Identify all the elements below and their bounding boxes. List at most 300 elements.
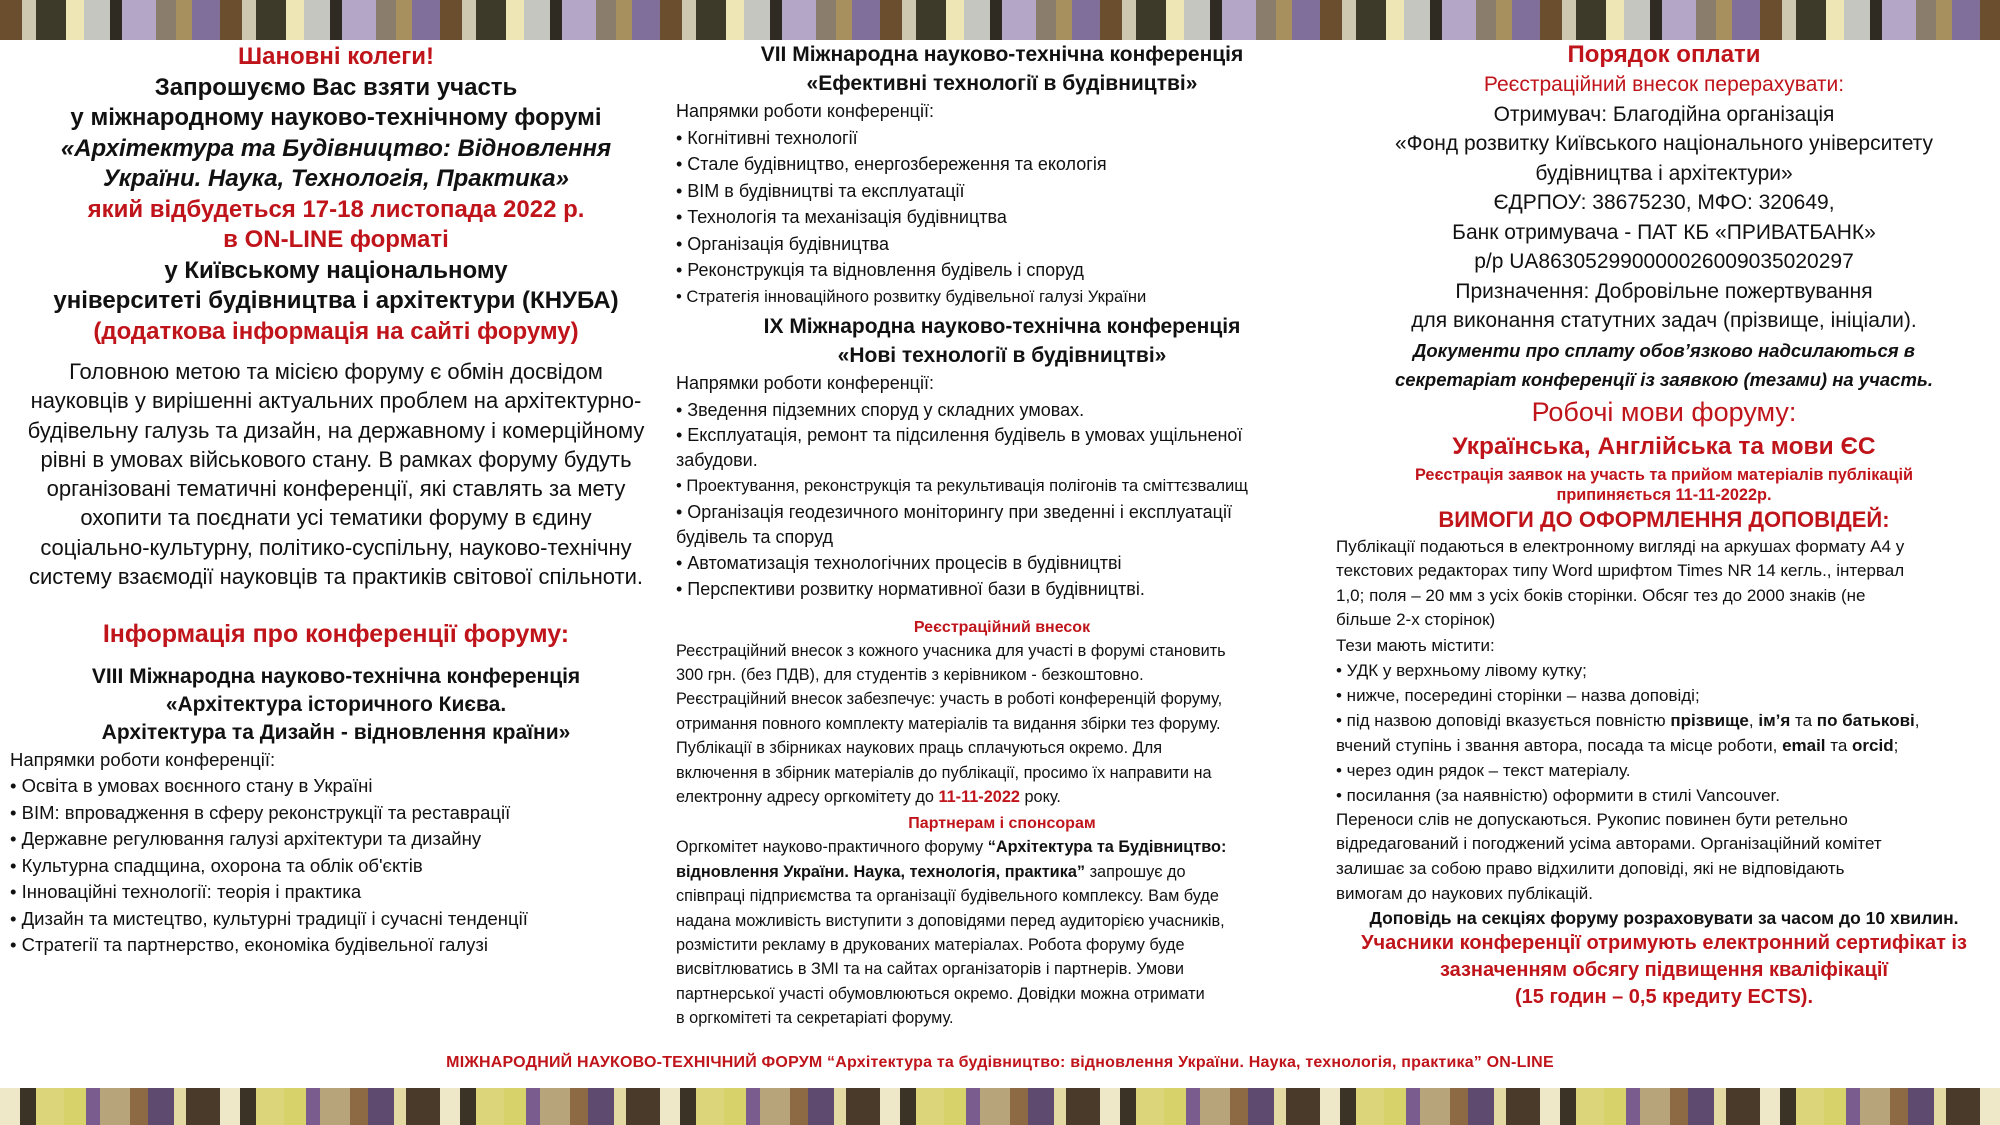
stripe <box>1430 0 1442 40</box>
payment-purpose-line-2: для виконання статутних задач (прізвище, ініціали). <box>1411 309 1917 332</box>
list-item: • через один рядок – текст матеріалу. <box>1336 760 1631 780</box>
stripe <box>440 1088 460 1125</box>
stripe <box>944 1088 966 1125</box>
stripe <box>846 1088 880 1125</box>
list-item: • Когнітивні технології <box>676 127 858 148</box>
stripe <box>880 0 902 40</box>
conf7-title-line-2: «Ефективні технології в будівництві» <box>806 72 1198 95</box>
text-line: Переноси слів не допускаються. Рукопис повинен бути ретельно <box>1336 809 1848 829</box>
text-line: партнерської участі обумовлюються окремо. Довідки можна отримати <box>676 984 1205 1003</box>
stripe <box>614 1088 626 1125</box>
stripe <box>1606 0 1624 40</box>
text-line: Реєстраційний внесок забезпечує: участь в роботі конференцій форуму, <box>676 690 1223 709</box>
stripe <box>588 1088 614 1125</box>
stripe <box>66 0 84 40</box>
stripe <box>186 1088 220 1125</box>
stripe <box>1714 1088 1726 1125</box>
stripe <box>1222 0 1256 40</box>
bottom-decorative-stripes <box>0 1088 2000 1125</box>
mission-line: науковців у вирішенні актуальних проблем на архітектурно- <box>30 388 642 414</box>
stripe <box>1952 0 1980 40</box>
list-item: • посилання (за наявністю) оформити в стилі Vancouver. <box>1336 785 1781 805</box>
stripe <box>808 1088 834 1125</box>
text-fragment: , <box>1748 710 1759 730</box>
stripe <box>1120 1088 1136 1125</box>
text-fragment: вчений ступінь і звання автора, посада та місце роботи, <box>1336 735 1783 755</box>
stripe <box>396 0 412 40</box>
stripe <box>174 1088 186 1125</box>
stripe <box>1340 1088 1356 1125</box>
site-note: (додаткова інформація на сайті форуму) <box>93 317 579 345</box>
stripe <box>616 0 632 40</box>
text-line: розмістити рекламу в друкованих матеріалах. Робота форуму буде <box>676 935 1185 954</box>
list-item: • Стале будівництво, енергозбереження та екологія <box>676 154 1107 174</box>
stripe <box>1780 1088 1796 1125</box>
mission-paragraph <box>10 357 662 591</box>
stripe <box>562 0 596 40</box>
rules-paragraph <box>1336 808 1992 906</box>
text-line: надана можливість виступити з доповідями перед аудиторією учасників, <box>676 911 1225 930</box>
stripe <box>0 0 22 40</box>
stripe <box>1576 1088 1604 1125</box>
stripe <box>852 0 880 40</box>
stripe <box>286 0 304 40</box>
partners-paragraph <box>676 835 1328 1030</box>
talk-duration: Доповідь на секціях форуму розраховувати за часом до 10 хвилин. <box>1369 908 1959 929</box>
stripe <box>1890 1088 1908 1125</box>
stripe <box>22 0 36 40</box>
stripe <box>1796 1088 1824 1125</box>
text-fragment: ; <box>1893 735 1899 755</box>
list-item-line: забудови. <box>676 450 758 470</box>
stripe <box>462 0 476 40</box>
stripe <box>64 1088 86 1125</box>
text-line: вимогам до наукових публікацій. <box>1336 883 1594 903</box>
stripe <box>130 1088 148 1125</box>
text-line <box>676 785 1328 809</box>
stripe <box>1540 0 1562 40</box>
conf8-directions-list <box>10 773 662 959</box>
stripe <box>946 0 964 40</box>
stripe <box>1796 0 1826 40</box>
text-line: отримання повного комплекту матеріалів та видання збірки тез форуму. <box>676 714 1221 733</box>
stripe <box>220 0 242 40</box>
bank-account: р/р UA863052990000026009035020297 <box>1474 250 1854 273</box>
venue-line-1: у Київському національному <box>164 256 508 284</box>
conf9-directions-list <box>676 397 1328 603</box>
stripe <box>1320 1088 1340 1125</box>
stripe <box>100 1088 130 1125</box>
stripe <box>36 1088 64 1125</box>
text-line: Публікації в збірниках наукових праць сплачуються окремо. Для <box>676 739 1163 758</box>
stripe <box>1166 0 1184 40</box>
stripe <box>1716 0 1732 40</box>
stripe <box>1066 1088 1100 1125</box>
stripe <box>148 1088 174 1125</box>
stripe <box>526 1088 540 1125</box>
fee-deadline-date: 11-11-2022 <box>938 787 1020 806</box>
stripe <box>1356 1088 1384 1125</box>
stripe <box>1230 1088 1248 1125</box>
stripe <box>1384 1088 1406 1125</box>
stripe <box>1056 0 1072 40</box>
stripe <box>176 0 192 40</box>
text-fragment: прізвище <box>1670 710 1749 730</box>
stripe <box>1846 1088 1860 1125</box>
stripe <box>696 0 726 40</box>
stripe <box>284 1088 306 1125</box>
invite-line-1: Запрошуємо Вас взяти участь <box>154 73 518 101</box>
list-item: • Перспективи розвитку нормативної бази в будівництві. <box>676 579 1145 599</box>
stripe <box>1540 1088 1560 1125</box>
list-item-continuation <box>1336 733 1992 758</box>
stripe <box>816 0 836 40</box>
forum-date: який відбудеться 17-18 листопада 2022 р. <box>87 195 585 223</box>
text-line: 1,0; поля – 20 мм з усіх боків сторінки. Обсяг тез до 2000 знаків (не <box>1336 585 1866 605</box>
mission-line: будівельну галузь та дизайн, на державному і комерційному <box>27 417 645 443</box>
documents-note-line-2: секретаріат конференції із заявкою (тезами) на участь. <box>1394 368 1934 390</box>
stripe <box>1782 0 1796 40</box>
stripe <box>790 1088 808 1125</box>
stripe <box>1476 0 1496 40</box>
footer-forum-banner: МІЖНАРОДНИЙ НАУКОВО-ТЕХНІЧНИЙ ФОРУМ “Архітектура та будівництво: відновлення України. Наука, технологія, практика” ON-LINE <box>446 1054 1554 1071</box>
certificate-line-3: (15 годин – 0,5 кредиту ECTS). <box>1514 986 1814 1009</box>
stripe <box>1496 0 1512 40</box>
stripe <box>900 1088 916 1125</box>
conf8-title-line-2: «Архітектура історичного Києва. <box>165 693 507 717</box>
text-fragment: електронну адресу оргкомітету до <box>676 787 939 806</box>
text-fragment: , <box>1914 710 1920 730</box>
text-line: відредагований і погоджений усіма авторами. Організаційний комітет <box>1336 834 1882 854</box>
stripe <box>110 0 122 40</box>
text-line: співпраці підприємства та організації будівельного комплексу. Вам буде <box>676 887 1219 906</box>
top-decorative-stripes <box>0 0 2000 40</box>
list-item: • Реконструкція та відновлення будівель і споруд <box>676 260 1084 280</box>
stripe <box>834 1088 846 1125</box>
stripe <box>550 0 562 40</box>
stripe <box>770 0 782 40</box>
stripe <box>902 0 916 40</box>
stripe <box>412 0 440 40</box>
list-item: • ВІМ в будівництві та експлуатації <box>676 180 965 201</box>
stripe <box>1506 1088 1540 1125</box>
list-item: • Організація будівництва <box>676 233 890 254</box>
stripe <box>1604 1088 1626 1125</box>
list-item <box>676 500 1328 550</box>
list-item-line: • Організація геодезичного моніторингу при зведенні і експлуатації <box>676 501 1232 522</box>
requirements-heading: ВИМОГИ ДО ОФОРМЛЕННЯ ДОПОВІДЕЙ: <box>1438 506 1890 532</box>
stripe <box>36 0 66 40</box>
text-line <box>676 835 1328 859</box>
mission-line: охопити та поєднати усі тематики форуму в єдину <box>80 505 592 531</box>
stripe <box>1494 1088 1506 1125</box>
conf8-title-line-3: Архітектура та Дизайн - відновлення країни» <box>101 721 571 745</box>
list-item: • УДК у верхньому лівому кутку; <box>1336 660 1587 680</box>
stripe <box>1274 1088 1286 1125</box>
stripe <box>1248 1088 1274 1125</box>
text-fragment: та <box>1825 735 1853 755</box>
stripe <box>1732 0 1760 40</box>
stripe <box>916 1088 944 1125</box>
stripe <box>1320 0 1342 40</box>
stripe <box>1870 0 1882 40</box>
stripe <box>1002 0 1036 40</box>
stripe <box>20 1088 36 1125</box>
bank-name: Банк отримувача - ПАТ КБ «ПРИВАТБАНК» <box>1452 220 1876 244</box>
stripe <box>1292 0 1320 40</box>
stripe <box>306 1088 320 1125</box>
stripe <box>1210 0 1222 40</box>
stripe <box>1164 1088 1186 1125</box>
column-conferences <box>676 40 1328 1065</box>
list-item <box>1336 708 1992 733</box>
stripe <box>1626 1088 1640 1125</box>
stripe <box>1468 1088 1494 1125</box>
stripe <box>980 1088 1010 1125</box>
conf9-title-line-1: IX Міжнародна науково-технічна конференція <box>763 315 1241 338</box>
text-line: в оргкомітеті та секретаріаті форуму. <box>676 1009 954 1028</box>
list-item: • Автоматизація технологічних процесів в будівництві <box>676 552 1122 573</box>
stripe <box>1860 1088 1890 1125</box>
certificate-line-2: зазначенням обсягу підвищення кваліфікації <box>1439 959 1889 982</box>
stripe <box>1760 1088 1780 1125</box>
list-item-line: будівель та споруд <box>676 526 833 547</box>
list-item: • нижче, посередині сторінки – назва доповіді; <box>1336 685 1700 705</box>
stripe <box>1450 1088 1468 1125</box>
text-line: більше 2-х сторінок) <box>1336 610 1496 630</box>
stripe <box>342 0 376 40</box>
stripe <box>1688 1088 1714 1125</box>
stripe <box>1100 0 1122 40</box>
text-line: залишає за собою право відхилити доповіді, які не відповідають <box>1336 859 1845 879</box>
conf7-directions-list <box>676 125 1328 311</box>
stripe <box>476 1088 504 1125</box>
stripe <box>1980 1088 2000 1125</box>
text-line: Публікації подаються в електронному вигляді на аркушах формату А4 у <box>1336 536 1905 556</box>
stripe <box>368 1088 394 1125</box>
text-fragment: email <box>1782 735 1826 755</box>
stripe <box>1010 1088 1028 1125</box>
stripe <box>1726 1088 1760 1125</box>
stripe <box>476 0 506 40</box>
list-item: • Культурна спадщина, охорона та облік об'єктів <box>10 854 423 876</box>
stripe <box>760 1088 790 1125</box>
partners-heading: Партнерам і спонсорам <box>908 815 1096 833</box>
stripe <box>1560 1088 1576 1125</box>
conf7-title-line-1: VII Міжнародна науково-технічна конференція <box>760 43 1244 66</box>
languages-title: Робочі мови форуму: <box>1531 396 1797 427</box>
stripe <box>376 0 396 40</box>
text-fragment: запрошує до <box>1085 862 1186 881</box>
stripe <box>242 0 256 40</box>
stripe <box>1696 0 1716 40</box>
list-item: • Інноваційні технології: теорія і практика <box>10 881 362 903</box>
column-payment-requirements <box>1336 40 1992 1065</box>
greeting: Шановні колеги! <box>238 43 434 70</box>
stripe <box>1028 1088 1054 1125</box>
stripe <box>1184 0 1210 40</box>
stripe <box>916 0 946 40</box>
column-invitation <box>10 40 662 1065</box>
mission-line: організовані тематичні конференції, які ставлять за мету <box>46 476 626 502</box>
stripe <box>460 1088 476 1125</box>
list-item: • Стратегії та партнерство, економіка будівельної галузі <box>10 934 489 956</box>
documents-note-line-1: Документи про сплату обов’язково надсилаються в <box>1413 339 1915 361</box>
conf8-title-line-1: VIII Міжнародна науково-технічна конференція <box>91 665 581 689</box>
stripe <box>256 0 286 40</box>
stripe <box>1200 1088 1230 1125</box>
stripe <box>84 0 110 40</box>
stripe <box>86 1088 100 1125</box>
bank-codes: ЄДРПОУ: 38675230, МФО: 320649, <box>1493 191 1835 214</box>
stripe <box>1650 0 1662 40</box>
mission-line: рівні в умовах військового стану. В рамках форуму будуть <box>40 446 632 472</box>
stripe <box>506 0 524 40</box>
text-line: Реєстраційний внесок з кожного учасника для участі в форумі становить <box>676 641 1226 660</box>
stripe <box>540 1088 570 1125</box>
invite-line-2: у міжнародному науково-технічному форумі <box>70 104 602 131</box>
registration-deadline-line-1: Реєстрація заявок на участь та прийом матеріалів публікацій <box>1414 465 1914 484</box>
list-item: • Зведення підземних споруд у складних умовах. <box>676 399 1085 420</box>
stripe <box>320 1088 350 1125</box>
stripe <box>1342 0 1356 40</box>
stripe <box>660 1088 680 1125</box>
stripe <box>1404 0 1430 40</box>
stripe <box>1908 1088 1934 1125</box>
stripe <box>966 1088 980 1125</box>
text-line: висвітлюватись в ЗМІ та на сайтах організаторів і партнерів. Умови <box>676 960 1185 979</box>
stripe <box>1276 0 1292 40</box>
stripe <box>680 1088 696 1125</box>
stripe <box>1186 1088 1200 1125</box>
stripe <box>1406 1088 1420 1125</box>
list-item <box>676 423 1328 473</box>
forum-name-inline: відновлення України. Наука, технологія, практика” <box>676 862 1086 881</box>
stripe <box>1286 1088 1320 1125</box>
stripe <box>1036 0 1056 40</box>
list-item: • Освіта в умовах воєнного стану в Україні <box>10 775 373 797</box>
conf7-directions-label: Напрямки роботи конференції: <box>676 101 934 121</box>
stripe <box>1662 0 1696 40</box>
stripe <box>440 0 462 40</box>
text-line <box>676 860 1328 884</box>
stripe <box>1100 1088 1120 1125</box>
fee-transfer-label: Реєстраційний внесок перерахувати: <box>1483 73 1845 96</box>
payment-purpose-line-1: Призначення: Добровільне пожертвування <box>1455 279 1873 303</box>
forum-name-line-2: України. Наука, Технологія, Практика» <box>103 165 569 192</box>
forum-name-inline: “Архітектура та Будівництво: <box>987 838 1227 857</box>
conf8-directions-label: Напрямки роботи конференції: <box>10 749 276 771</box>
text-line: текстових редакторах типу Word шрифтом Times NR 14 кегль., інтервал <box>1336 561 1905 581</box>
recipient: Отримувач: Благодійна організація <box>1493 102 1835 126</box>
thesis-label: Тези мають містити: <box>1336 635 1495 655</box>
stripe <box>524 0 550 40</box>
stripe <box>122 0 156 40</box>
stripe <box>1356 0 1386 40</box>
text-line: 300 грн. (без ПДВ), для студентів з керівником - безкоштовно. <box>676 665 1144 684</box>
conf9-directions-label: Напрямки роботи конференції: <box>676 373 934 393</box>
stripe <box>1136 1088 1164 1125</box>
list-item: • Проектування, реконструкція та рекультивація полігонів та сміттєзвалищ <box>676 476 1248 495</box>
stripe <box>1512 0 1540 40</box>
stripe <box>1562 0 1576 40</box>
stripe <box>1576 0 1606 40</box>
stripe <box>1122 0 1136 40</box>
stripe <box>504 1088 526 1125</box>
list-item: • ВІМ: впровадження в сферу реконструкції та реставрації <box>10 801 511 823</box>
stripe <box>0 1088 20 1125</box>
list-item-line: • Експлуатація, ремонт та підсилення будівель в умовах ущільненої <box>676 425 1243 445</box>
stripe <box>596 0 616 40</box>
stripe <box>240 1088 256 1125</box>
stripe <box>1640 1088 1670 1125</box>
stripe <box>1946 1088 1980 1125</box>
stripe <box>156 0 176 40</box>
stripe <box>746 1088 760 1125</box>
stripe <box>1420 1088 1450 1125</box>
stripe <box>1760 0 1782 40</box>
payment-heading: Порядок оплати <box>1567 41 1761 68</box>
stripe <box>626 1088 660 1125</box>
stripe <box>1826 0 1844 40</box>
languages-list: Українська, Англійська та мови ЄС <box>1452 432 1876 460</box>
forum-name-line-1: «Архітектура та Будівництво: Відновлення <box>60 134 612 162</box>
text-fragment: Оргкомітет науково-практичного форуму <box>676 838 988 857</box>
stripe <box>330 0 342 40</box>
venue-line-2: університеті будівництва і архітектури (КНУБА) <box>53 287 619 314</box>
stripe <box>1844 0 1870 40</box>
fund-line-1: «Фонд розвитку Київського національного університету <box>1394 132 1934 155</box>
stripe <box>1386 0 1404 40</box>
stripe <box>1980 0 2000 40</box>
stripe <box>1624 0 1650 40</box>
stripe <box>880 1088 900 1125</box>
stripe <box>1670 1088 1688 1125</box>
list-item: • Державне регулювання галузі архітектури та дизайну <box>10 828 482 850</box>
list-item: • Стратегія інноваційного розвитку будівельної галузі України <box>676 286 1147 306</box>
stripe <box>192 0 220 40</box>
stripe <box>394 1088 406 1125</box>
text-fragment: по батькові <box>1816 710 1915 730</box>
list-item: • Технологія та механізація будівництва <box>676 207 1007 227</box>
text-fragment: року. <box>1019 787 1061 806</box>
conferences-info-heading: Інформація про конференції форуму: <box>102 620 570 649</box>
requirements-paragraph <box>1336 535 1992 633</box>
list-item: • Дизайн та мистецтво, культурні традиції і сучасні тенденції <box>10 907 528 929</box>
stripe <box>990 0 1002 40</box>
stripe <box>836 0 852 40</box>
stripe <box>1916 0 1936 40</box>
stripe <box>660 0 682 40</box>
stripe <box>1256 0 1276 40</box>
certificate-line-1: Учасники конференції отримують електронний сертифікат із <box>1361 932 1967 955</box>
stripe <box>570 1088 588 1125</box>
stripe <box>1442 0 1476 40</box>
mission-line: соціально-культурну, політико-суспільну, науково-технічну <box>40 534 632 560</box>
stripe <box>682 0 696 40</box>
stripe <box>964 0 990 40</box>
stripe <box>1882 0 1916 40</box>
stripe <box>350 1088 368 1125</box>
text-fragment: ім’я <box>1758 710 1791 730</box>
stripe <box>782 0 816 40</box>
stripe <box>1054 1088 1066 1125</box>
text-line: включення в збірник матеріалів до публікації, просимо їх направити на <box>676 763 1212 782</box>
fee-paragraph <box>676 639 1328 810</box>
stripe <box>1136 0 1166 40</box>
mission-line: систему взаємодії науковців та практиків світової спільноти. <box>28 564 643 590</box>
text-fragment: orcid <box>1852 735 1894 755</box>
